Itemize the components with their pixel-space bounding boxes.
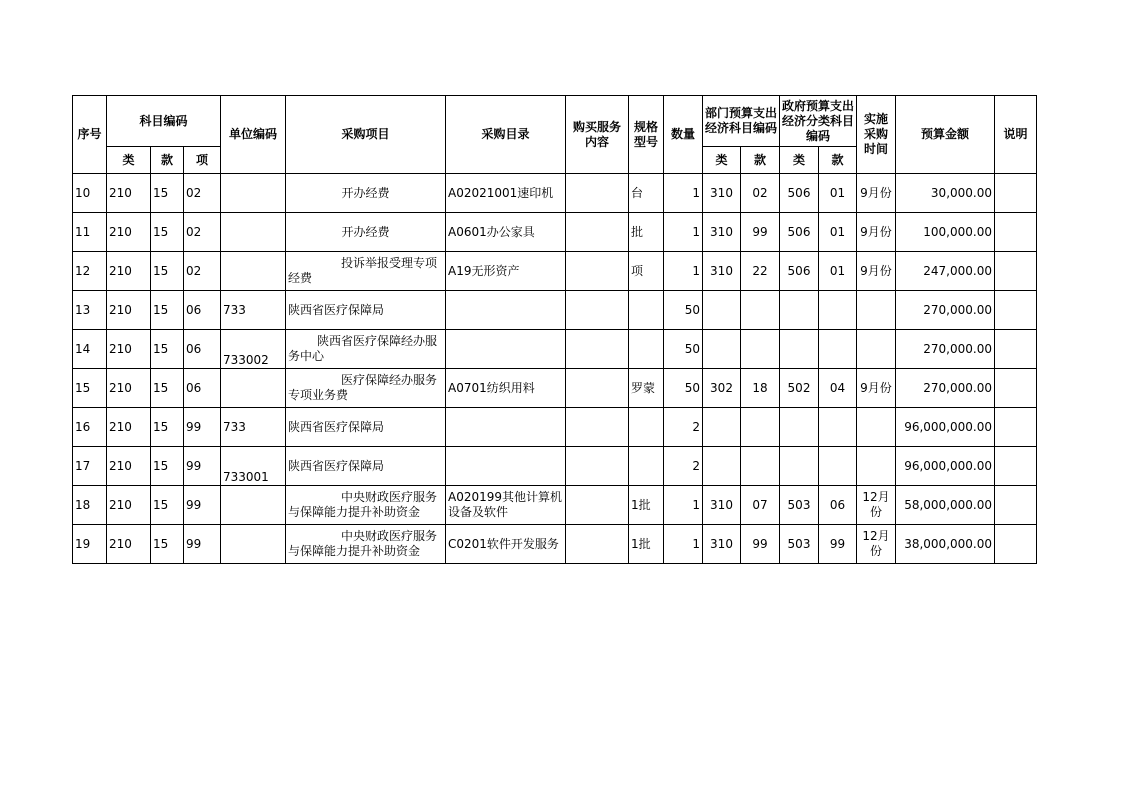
row-project-line1: 中央财政医疗服务 [340,529,437,543]
row-unit-code [221,252,286,291]
row-project-line2: 与保障能力提升补助资金 [288,544,421,558]
row-note [995,486,1037,525]
row-note [995,369,1037,408]
row-project-line1: 中央财政医疗服务 [340,490,437,504]
row-note [995,408,1037,447]
row-dept-kuan [741,330,780,369]
table-row [73,252,1037,291]
row-spec [629,408,664,447]
row-gov-kuan: 01 [819,213,857,252]
row-service [566,486,629,525]
row-project [286,174,446,213]
row-note [995,252,1037,291]
row-dept-kuan: 18 [741,369,780,408]
row-seq: 12 [73,252,107,291]
row-lei: 210 [107,252,151,291]
row-dept-lei [703,291,741,330]
row-gov-lei: 506 [780,252,819,291]
row-catalog: A020199其他计算机设备及软件 [446,486,566,525]
row-gov-lei: 503 [780,525,819,564]
row-seq: 14 [73,330,107,369]
row-qty: 50 [664,291,703,330]
header-catalog: 采购目录 [446,96,566,174]
header-impl-time: 实施采购时间 [857,96,896,174]
row-lei: 210 [107,174,151,213]
row-gov-lei [780,291,819,330]
table-row [73,525,1037,564]
row-seq: 15 [73,369,107,408]
table-row [73,174,1037,213]
row-project [286,252,446,291]
row-impl-time: 9月份 [857,213,896,252]
row-gov-lei: 506 [780,174,819,213]
row-dept-lei: 310 [703,213,741,252]
row-gov-lei [780,330,819,369]
row-impl-time: 9月份 [857,369,896,408]
row-lei: 210 [107,525,151,564]
row-project-line2: 经费 [288,271,313,285]
row-catalog: C0201软件开发服务 [446,525,566,564]
row-amount: 30,000.00 [896,174,995,213]
row-dept-kuan: 07 [741,486,780,525]
table-body [73,174,1037,564]
row-note [995,174,1037,213]
row-unit-code [221,369,286,408]
row-project-line1: 医疗保障经办服务 [340,373,437,387]
row-seq: 10 [73,174,107,213]
row-service [566,213,629,252]
row-note [995,213,1037,252]
row-unit-code: 733 [221,291,286,330]
row-unit-code [221,174,286,213]
header-subject-code: 科目编码 [107,96,221,147]
row-qty: 1 [664,174,703,213]
row-gov-kuan [819,408,857,447]
row-gov-kuan: 04 [819,369,857,408]
row-xiang: 99 [184,447,221,486]
row-xiang: 99 [184,408,221,447]
row-catalog: A0701纺织用料 [446,369,566,408]
row-service [566,447,629,486]
row-qty: 2 [664,408,703,447]
row-xiang: 02 [184,174,221,213]
row-kuan: 15 [151,369,184,408]
row-dept-lei [703,447,741,486]
row-qty: 50 [664,369,703,408]
row-amount: 96,000,000.00 [896,447,995,486]
row-service [566,525,629,564]
row-xiang: 02 [184,252,221,291]
row-note [995,291,1037,330]
row-kuan: 15 [151,213,184,252]
row-catalog [446,291,566,330]
row-seq: 18 [73,486,107,525]
table-row [73,291,1037,330]
header-service: 购买服务内容 [566,96,629,174]
row-dept-kuan: 22 [741,252,780,291]
row-spec [629,291,664,330]
row-gov-kuan: 01 [819,174,857,213]
row-project [286,447,446,486]
row-xiang: 06 [184,330,221,369]
row-qty: 1 [664,252,703,291]
row-note [995,330,1037,369]
row-project [286,291,446,330]
row-spec: 台 [629,174,664,213]
row-lei: 210 [107,486,151,525]
row-lei: 210 [107,330,151,369]
row-amount: 270,000.00 [896,330,995,369]
row-seq: 13 [73,291,107,330]
header-unit-code: 单位编码 [221,96,286,174]
row-impl-time [857,447,896,486]
header-gov-lei: 类 [780,147,819,174]
row-spec: 1批 [629,486,664,525]
row-amount: 38,000,000.00 [896,525,995,564]
row-catalog: A19无形资产 [446,252,566,291]
row-amount: 247,000.00 [896,252,995,291]
row-project [286,408,446,447]
row-qty: 50 [664,330,703,369]
row-dept-lei [703,330,741,369]
row-lei: 210 [107,213,151,252]
row-project-line1: 开办经费 [341,224,390,239]
row-unit-code: 733001 [221,447,286,486]
row-amount: 100,000.00 [896,213,995,252]
row-impl-time: 9月份 [857,252,896,291]
row-catalog [446,330,566,369]
row-dept-kuan: 02 [741,174,780,213]
row-project [286,213,446,252]
row-project-line1: 陕西省医疗保障局 [288,419,385,434]
row-gov-lei: 502 [780,369,819,408]
row-dept-kuan [741,408,780,447]
header-project: 采购项目 [286,96,446,174]
row-gov-kuan [819,291,857,330]
row-project-line1: 开办经费 [341,185,390,200]
row-dept-lei: 310 [703,252,741,291]
row-xiang: 99 [184,486,221,525]
table-row [73,213,1037,252]
row-impl-time: 12月份 [857,525,896,564]
row-seq: 19 [73,525,107,564]
header-note: 说明 [995,96,1037,174]
row-service [566,174,629,213]
row-unit-code: 733002 [221,330,286,369]
header-lei: 类 [107,147,151,174]
row-kuan: 15 [151,525,184,564]
row-dept-lei: 302 [703,369,741,408]
row-catalog: A0601办公家具 [446,213,566,252]
header-kuan: 款 [151,147,184,174]
row-amount: 96,000,000.00 [896,408,995,447]
row-project-line2: 专项业务费 [288,388,349,402]
row-qty: 1 [664,525,703,564]
row-lei: 210 [107,408,151,447]
row-dept-lei: 310 [703,486,741,525]
row-project-line2: 与保障能力提升补助资金 [288,505,421,519]
row-gov-kuan: 99 [819,525,857,564]
header-dept-econ: 部门预算支出经济科目编码 [703,96,780,147]
header-qty: 数量 [664,96,703,174]
row-amount: 270,000.00 [896,369,995,408]
row-service [566,252,629,291]
row-impl-time [857,330,896,369]
row-project [286,369,446,408]
row-seq: 16 [73,408,107,447]
row-unit-code [221,486,286,525]
row-gov-kuan: 01 [819,252,857,291]
row-impl-time: 12月份 [857,486,896,525]
row-xiang: 06 [184,291,221,330]
row-lei: 210 [107,447,151,486]
row-xiang: 02 [184,213,221,252]
procurement-budget-table [72,95,1037,564]
row-kuan: 15 [151,291,184,330]
row-note [995,525,1037,564]
row-catalog: A02021001速印机 [446,174,566,213]
row-dept-lei: 310 [703,525,741,564]
row-note [995,447,1037,486]
row-project-line1: 陕西省医疗保障局 [288,302,385,317]
table-row [73,330,1037,369]
row-dept-kuan: 99 [741,213,780,252]
row-spec: 罗蒙 [629,369,664,408]
table-row [73,408,1037,447]
row-kuan: 15 [151,447,184,486]
row-amount: 270,000.00 [896,291,995,330]
row-impl-time [857,291,896,330]
row-kuan: 15 [151,330,184,369]
row-kuan: 15 [151,252,184,291]
row-gov-lei: 503 [780,486,819,525]
row-kuan: 15 [151,408,184,447]
row-project [286,486,446,525]
row-qty: 2 [664,447,703,486]
row-kuan: 15 [151,486,184,525]
header-dept-kuan: 款 [741,147,780,174]
row-dept-lei: 310 [703,174,741,213]
row-spec: 项 [629,252,664,291]
header-gov-kuan: 款 [819,147,857,174]
row-amount: 58,000,000.00 [896,486,995,525]
row-xiang: 99 [184,525,221,564]
row-dept-kuan [741,291,780,330]
row-dept-lei [703,408,741,447]
row-spec: 批 [629,213,664,252]
row-qty: 1 [664,213,703,252]
row-impl-time [857,408,896,447]
row-spec [629,447,664,486]
row-gov-kuan: 06 [819,486,857,525]
row-dept-kuan [741,447,780,486]
row-project-line1: 投诉举报受理专项 [340,256,437,270]
row-lei: 210 [107,291,151,330]
row-gov-kuan [819,447,857,486]
table-row [73,486,1037,525]
row-catalog [446,447,566,486]
row-gov-lei [780,408,819,447]
header-gov-econ: 政府预算支出经济分类科目编码 [780,96,857,147]
row-impl-time: 9月份 [857,174,896,213]
row-service [566,408,629,447]
row-service [566,291,629,330]
table-row [73,447,1037,486]
row-seq: 17 [73,447,107,486]
row-catalog [446,408,566,447]
row-spec [629,330,664,369]
row-seq: 11 [73,213,107,252]
row-unit-code [221,525,286,564]
row-gov-kuan [819,330,857,369]
row-qty: 1 [664,486,703,525]
row-dept-kuan: 99 [741,525,780,564]
row-spec: 1批 [629,525,664,564]
table-row [73,369,1037,408]
row-lei: 210 [107,369,151,408]
row-service [566,330,629,369]
header-amount: 预算金额 [896,96,995,174]
row-unit-code: 733 [221,408,286,447]
row-unit-code [221,213,286,252]
row-gov-lei: 506 [780,213,819,252]
row-project [286,525,446,564]
row-service [566,369,629,408]
row-gov-lei [780,447,819,486]
row-project-line1: 陕西省医疗保障局 [288,458,385,473]
header-seq: 序号 [73,96,107,174]
row-kuan: 15 [151,174,184,213]
header-xiang: 项 [184,147,221,174]
header-spec: 规格型号 [629,96,664,174]
row-project [286,330,446,369]
row-project-line2: 务中心 [288,349,325,363]
header-dept-lei: 类 [703,147,741,174]
row-project-line1: 陕西省医疗保障经办服 [316,334,437,348]
row-xiang: 06 [184,369,221,408]
